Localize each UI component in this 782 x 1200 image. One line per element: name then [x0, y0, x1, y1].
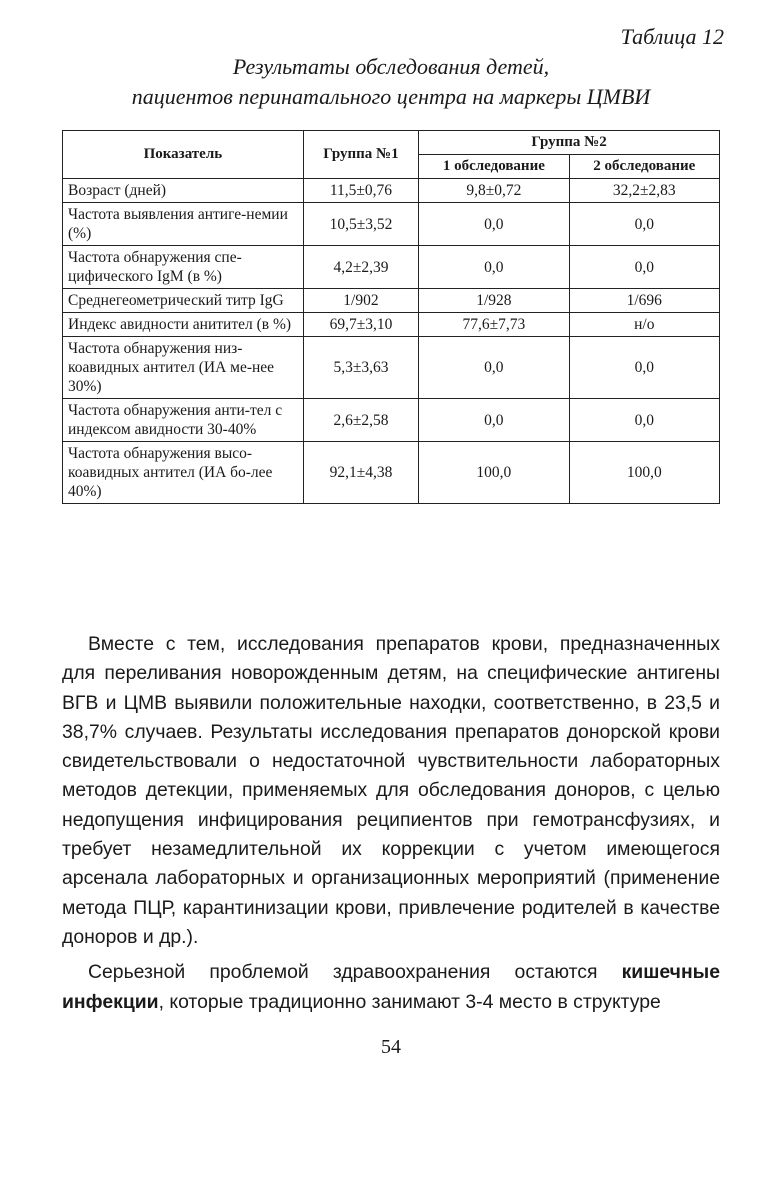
group2-exam1-value: 1/928	[419, 289, 569, 313]
row-label: Частота обнаружения низ-коавидных антител (ИА ме-нее 30%)	[63, 337, 304, 399]
group2-exam2-value: 100,0	[569, 442, 719, 504]
table-row	[63, 179, 720, 203]
group1-value: 92,1±4,38	[303, 442, 418, 504]
group2-exam1-value: 0,0	[419, 203, 569, 246]
group2-exam1-value: 0,0	[419, 246, 569, 289]
paragraph-2	[62, 958, 720, 1017]
group2-exam2-value: 1/696	[569, 289, 719, 313]
table-row	[63, 203, 720, 246]
group2-exam2-value: 0,0	[569, 337, 719, 399]
table-label: Таблица 12	[620, 24, 724, 49]
header-exam1: 1 обследование	[419, 155, 569, 179]
group1-value: 5,3±3,63	[303, 337, 418, 399]
page-number: 54	[381, 1036, 401, 1058]
header-group2: Группа №2	[419, 131, 720, 155]
group1-value: 10,5±3,52	[303, 203, 418, 246]
group2-exam2-value: 0,0	[569, 203, 719, 246]
row-label: Возраст (дней)	[63, 179, 304, 203]
group2-exam1-value: 100,0	[419, 442, 569, 504]
group2-exam1-value: 77,6±7,73	[419, 313, 569, 337]
paragraph-2-start: Серьезной проблемой здравоохранения остаются	[88, 961, 622, 984]
table-row	[63, 399, 720, 442]
row-label: Частота выявления антиге-немии (%)	[63, 203, 304, 246]
group2-exam1-value: 0,0	[419, 337, 569, 399]
body-text	[62, 630, 720, 1017]
group1-value: 4,2±2,39	[303, 246, 418, 289]
table-row	[63, 246, 720, 289]
caption-line-1: Результаты обследования детей,	[232, 54, 550, 79]
table-row	[63, 313, 720, 337]
paragraph-2-bold-term: кишечные инфекции	[62, 961, 720, 1013]
group2-exam2-value: 0,0	[569, 399, 719, 442]
row-label: Частота обнаружения анти-тел с индексом авидности 30-40%	[63, 399, 304, 442]
table-row	[63, 289, 720, 313]
group2-exam2-value: 0,0	[569, 246, 719, 289]
group2-exam1-value: 0,0	[419, 399, 569, 442]
group2-exam2-value: 32,2±2,83	[569, 179, 719, 203]
row-label: Частота обнаружения высо-коавидных антител (ИА бо-лее 40%)	[63, 442, 304, 504]
caption-line-2: пациентов перинатального центра на маркеры ЦМВИ	[131, 84, 651, 109]
paragraph-2-end: , которые традиционно занимают 3-4 место в структуре	[158, 990, 661, 1013]
group2-exam2-value: н/о	[569, 313, 719, 337]
group1-value: 69,7±3,10	[303, 313, 418, 337]
row-label: Среднегеометрический титр IgG	[63, 289, 304, 313]
group2-exam1-value: 9,8±0,72	[419, 179, 569, 203]
row-label: Индекс авидности анитител (в %)	[63, 313, 304, 337]
table-row	[63, 442, 720, 504]
paragraph-1: Вместе с тем, исследования препаратов крови, предназначенных для переливания новорожденным детям, на специфические антигены ВГВ и ЦМВ выявили положительные находки, соответственно, в 23,5 и 38,7% случаев. Результаты исследования препаратов донорской крови свидетельствовали о недостаточной чувствительности лабораторных методов детекции, применяемых для обследования доноров, с целью недопущения инфицирования реципиентов при гемотрансфузиях, и требует незамедлительной их коррекции с учетом имеющегося арсенала лабораторных и организационных мероприятий (применение метода ПЦР, карантинизации крови, привлечение родителей в качестве доноров и др.).	[62, 633, 720, 948]
table-row	[63, 337, 720, 399]
header-group1: Группа №1	[303, 131, 418, 179]
header-indicator: Показатель	[63, 131, 304, 179]
row-label: Частота обнаружения спе-цифического IgM (в %)	[63, 246, 304, 289]
group1-value: 1/902	[303, 289, 418, 313]
group1-value: 2,6±2,58	[303, 399, 418, 442]
group1-value: 11,5±0,76	[303, 179, 418, 203]
table-caption	[60, 52, 722, 112]
results-table	[62, 130, 720, 504]
header-exam2: 2 обследование	[569, 155, 719, 179]
